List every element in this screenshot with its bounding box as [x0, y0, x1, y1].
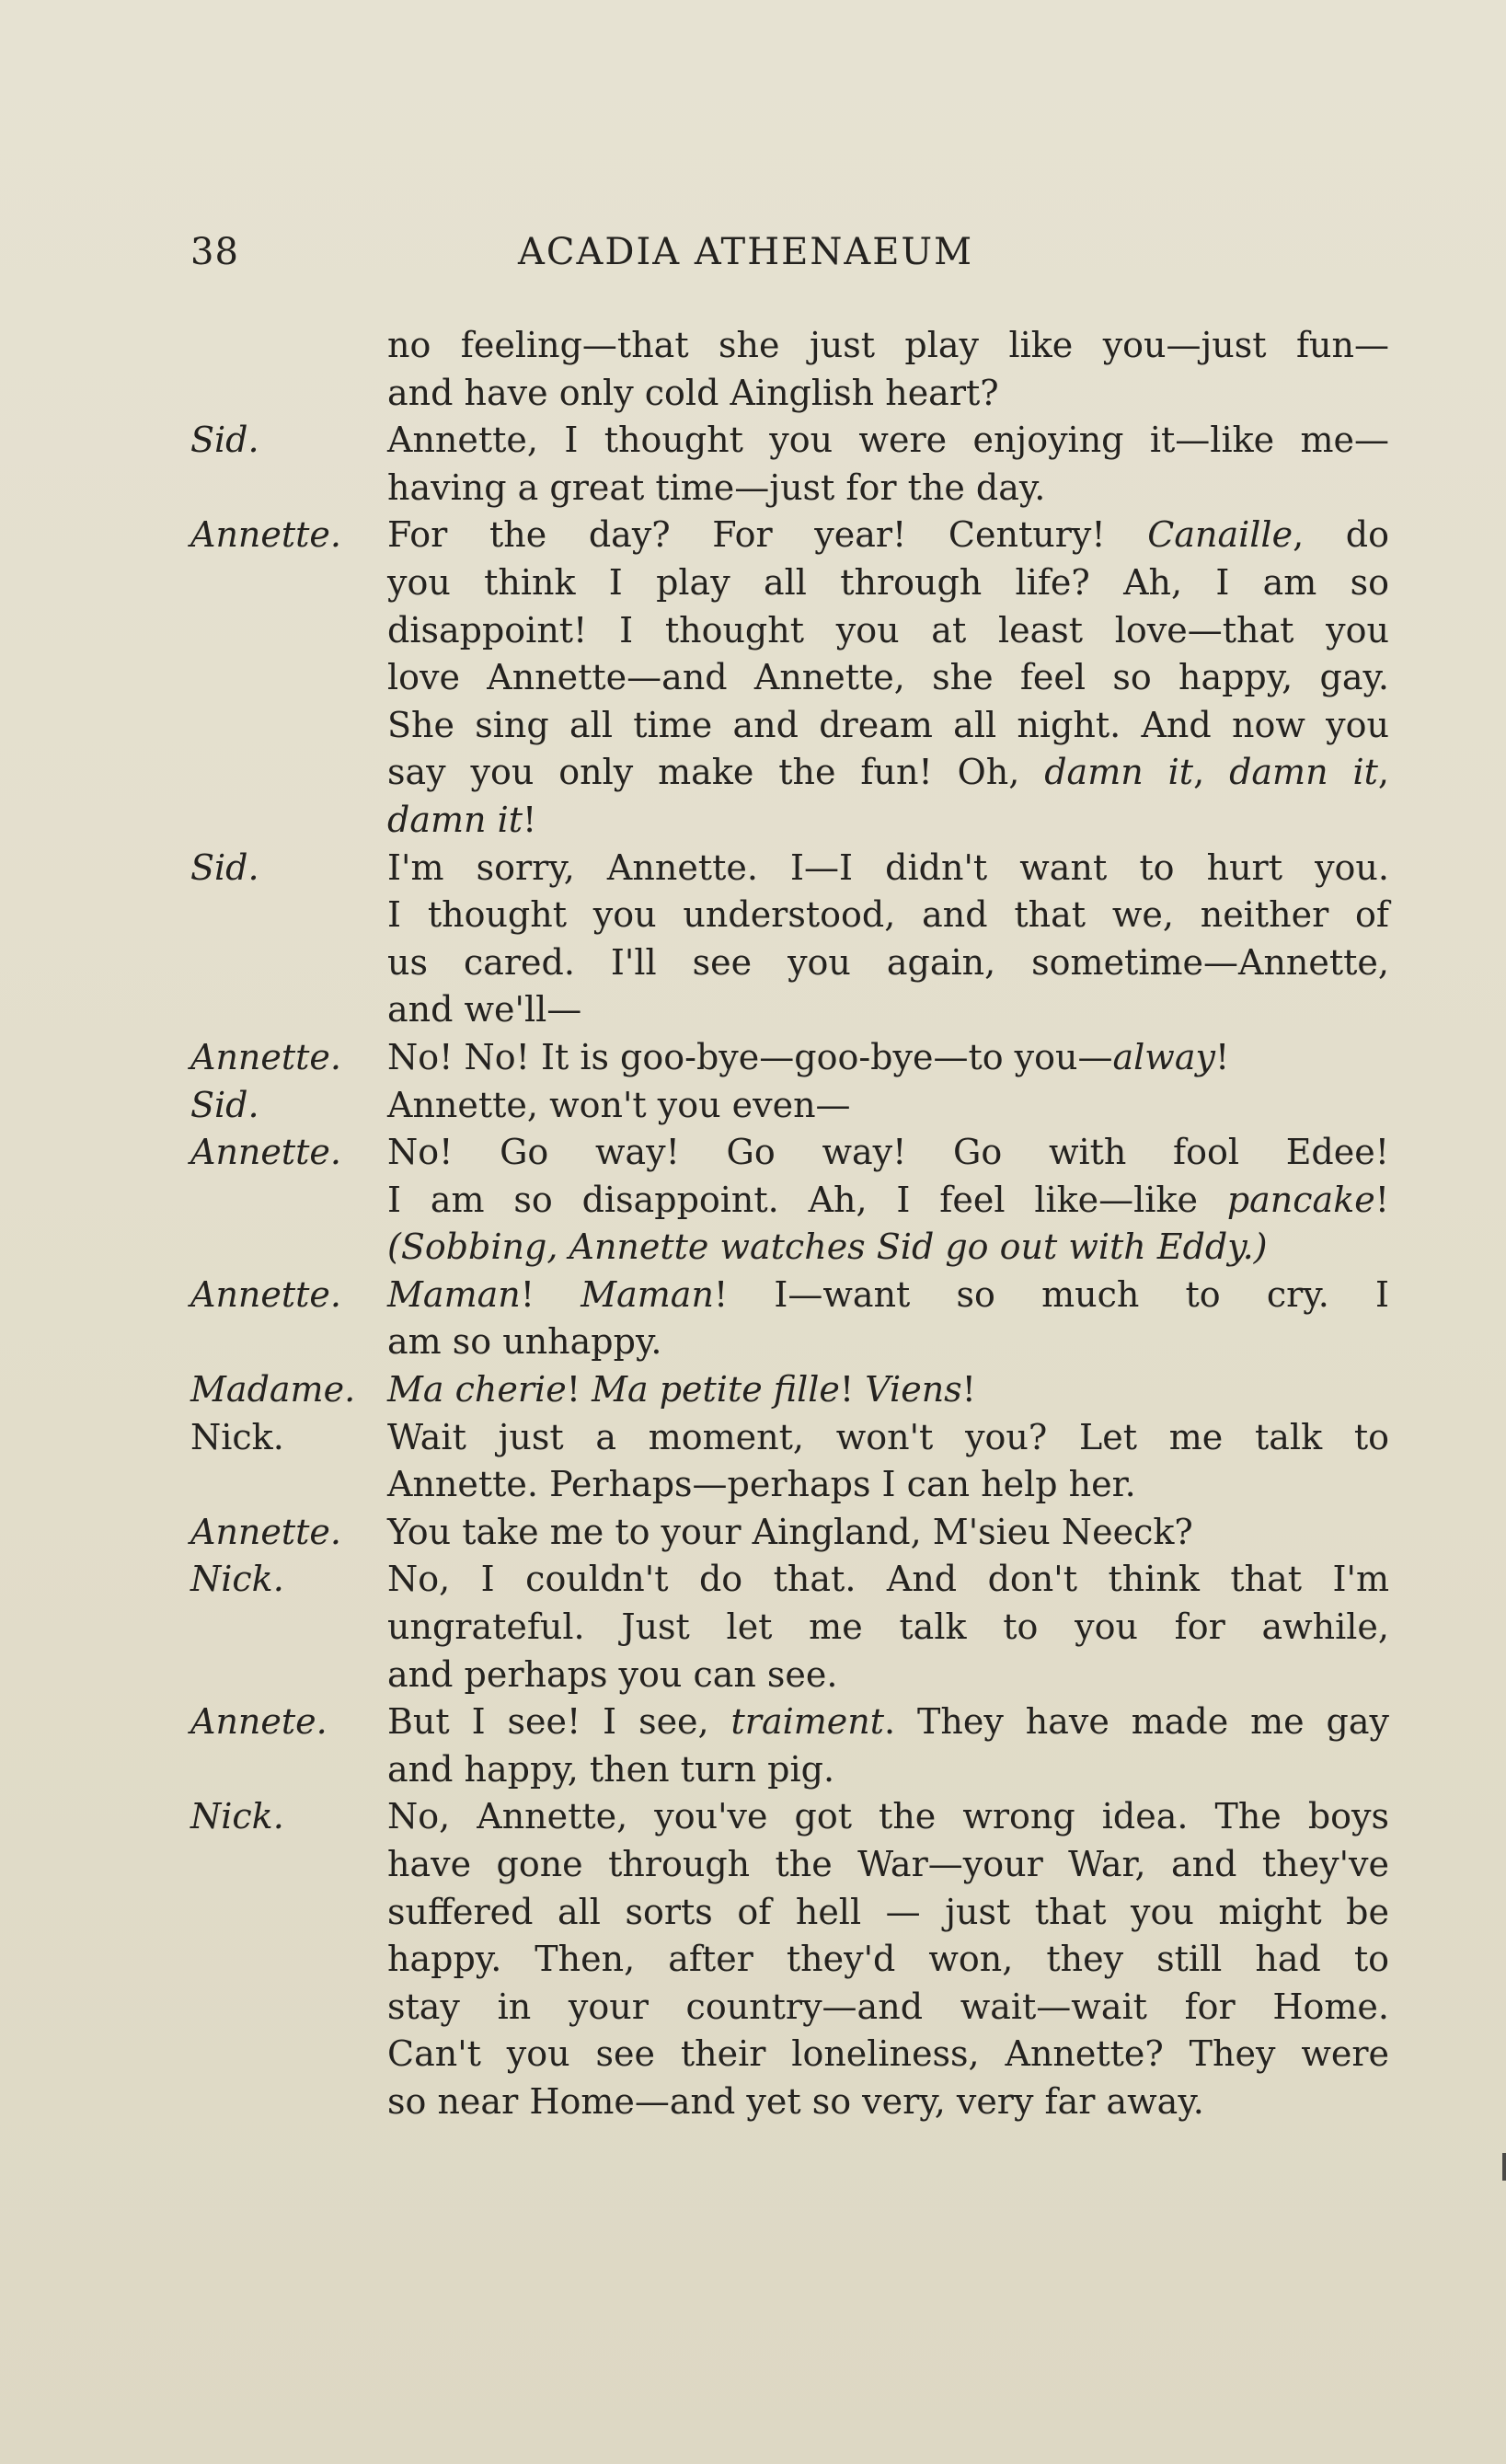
speech-block [190, 1034, 1389, 1082]
speech-text [387, 1129, 1389, 1272]
speech-line: love Annette—and Annette, she feel so happy, gay. [387, 657, 1389, 698]
speech-text [387, 322, 1389, 417]
speech-line: (Sobbing, Annette watches Sid go out with Eddy.) [387, 1226, 1268, 1268]
speech-line: Ma cherie! Ma petite fille! Viens! [387, 1369, 976, 1410]
speaker-name: Annette. [190, 1511, 341, 1552]
speaker-name: Annette. [190, 1036, 341, 1077]
speech-text [387, 512, 1389, 844]
speaker-name: Madame. [190, 1369, 356, 1410]
speech-block [190, 845, 1389, 1034]
speech-text [387, 1556, 1389, 1698]
speech-line: us cared. I'll see you again, sometime—Annette, [387, 941, 1389, 983]
speaker-name: Nick. [190, 1796, 284, 1837]
speech-line: Can't you see their loneliness, Annette? They were [387, 2033, 1389, 2075]
speech-line: I'm sorry, Annette. I—I didn't want to hurt you. [387, 846, 1389, 888]
speech-block [190, 1366, 1389, 1414]
speech-line: having a great time—just for the day. [387, 466, 1046, 508]
speech-line: No! Go way! Go way! Go with fool Edee! [387, 1132, 1389, 1173]
speech-line: She sing all time and dream all night. And now you [387, 704, 1389, 745]
speech-line: am so unhappy. [387, 1321, 662, 1363]
speech-line: No, I couldn't do that. And don't think that I'm [387, 1559, 1389, 1600]
speech-line: and happy, then turn pig. [387, 1748, 835, 1790]
speech-line: But I see! I see, traiment. They have made me gay [387, 1701, 1389, 1743]
speech-text [387, 1272, 1389, 1366]
speech-line: happy. Then, after they'd won, they still had to [387, 1939, 1389, 1980]
page-edge-mark [1502, 2153, 1506, 2181]
speech-line: You take me to your Aingland, M'sieu Neeck? [387, 1511, 1193, 1552]
speech-line: No! No! It is goo-bye—goo-bye—to you—alway! [387, 1036, 1230, 1077]
speech-line: say you only make the fun! Oh, damn it, damn it, [387, 752, 1389, 793]
speaker-name: Sid. [190, 846, 259, 888]
speech-line: disappoint! I thought you at least love—that you [387, 609, 1389, 651]
speaker-name: Sid. [190, 1084, 259, 1125]
speech-line: and have only cold Ainglish heart? [387, 372, 999, 413]
speech-line: Annette. Perhaps—perhaps I can help her. [387, 1464, 1136, 1505]
speech-block [190, 512, 1389, 844]
speaker-name: Nick. [190, 1416, 284, 1457]
speech-line: I am so disappoint. Ah, I feel like—like pancake! [387, 1179, 1389, 1220]
speaker-name: Sid. [190, 420, 259, 461]
speaker-name: Annette. [190, 514, 341, 556]
speech-block [190, 1556, 1389, 1698]
speech-block [190, 1082, 1389, 1130]
speech-text [387, 1793, 1389, 2125]
speech-line: Annette, won't you even— [387, 1084, 851, 1125]
speech-text [387, 417, 1389, 512]
speech-line: For the day? For year! Century! Canaille, do [387, 514, 1389, 556]
play-script [190, 322, 1389, 2126]
speech-text [387, 1509, 1389, 1557]
speech-block [190, 322, 1389, 417]
speech-block [190, 417, 1389, 512]
speech-block [190, 1272, 1389, 1366]
speech-line: have gone through the War—your War, and they've [387, 1844, 1389, 1884]
speaker-name: Nick. [190, 1559, 284, 1600]
speech-line: you think I play all through life? Ah, I am so [387, 561, 1389, 603]
speech-line: No, Annette, you've got the wrong idea. The boys [387, 1796, 1389, 1837]
speech-line: Annette, I thought you were enjoying it—like me— [387, 420, 1389, 461]
speech-text [387, 1082, 1389, 1130]
speech-block [190, 1509, 1389, 1557]
speech-line: I thought you understood, and that we, neither of [387, 894, 1389, 936]
running-head: ACADIA ATHENAEUM [518, 231, 974, 273]
speech-text [387, 1034, 1389, 1082]
speech-line: stay in your country—and wait—wait for Home. [387, 1986, 1389, 2027]
speech-block [190, 1129, 1389, 1272]
speech-text [387, 1414, 1389, 1509]
page-header [190, 225, 1389, 279]
speech-block [190, 1793, 1389, 2125]
speech-block [190, 1414, 1389, 1509]
speech-line: damn it! [387, 799, 537, 840]
speech-line: Wait just a moment, won't you? Let me talk to [387, 1416, 1389, 1457]
speech-text [387, 845, 1389, 1034]
page-number: 38 [190, 231, 239, 273]
speech-line: suffered all sorts of hell — just that you might be [387, 1891, 1389, 1932]
speech-line: so near Home—and yet so very, very far away. [387, 2080, 1204, 2122]
speech-line: ungrateful. Just let me talk to you for awhile, [387, 1606, 1389, 1648]
speech-text [387, 1366, 1389, 1414]
speech-line: and we'll— [387, 989, 582, 1031]
speech-line: no feeling—that she just play like you—just fun— [387, 325, 1389, 365]
speaker-name: Annette. [190, 1132, 341, 1173]
speaker-name: Annete. [190, 1701, 328, 1743]
speech-line: Maman! Maman! I—want so much to cry. I [387, 1273, 1389, 1315]
speaker-name: Annette. [190, 1273, 341, 1315]
speech-text [387, 1698, 1389, 1793]
speech-line: and perhaps you can see. [387, 1653, 838, 1695]
speech-block [190, 1698, 1389, 1793]
